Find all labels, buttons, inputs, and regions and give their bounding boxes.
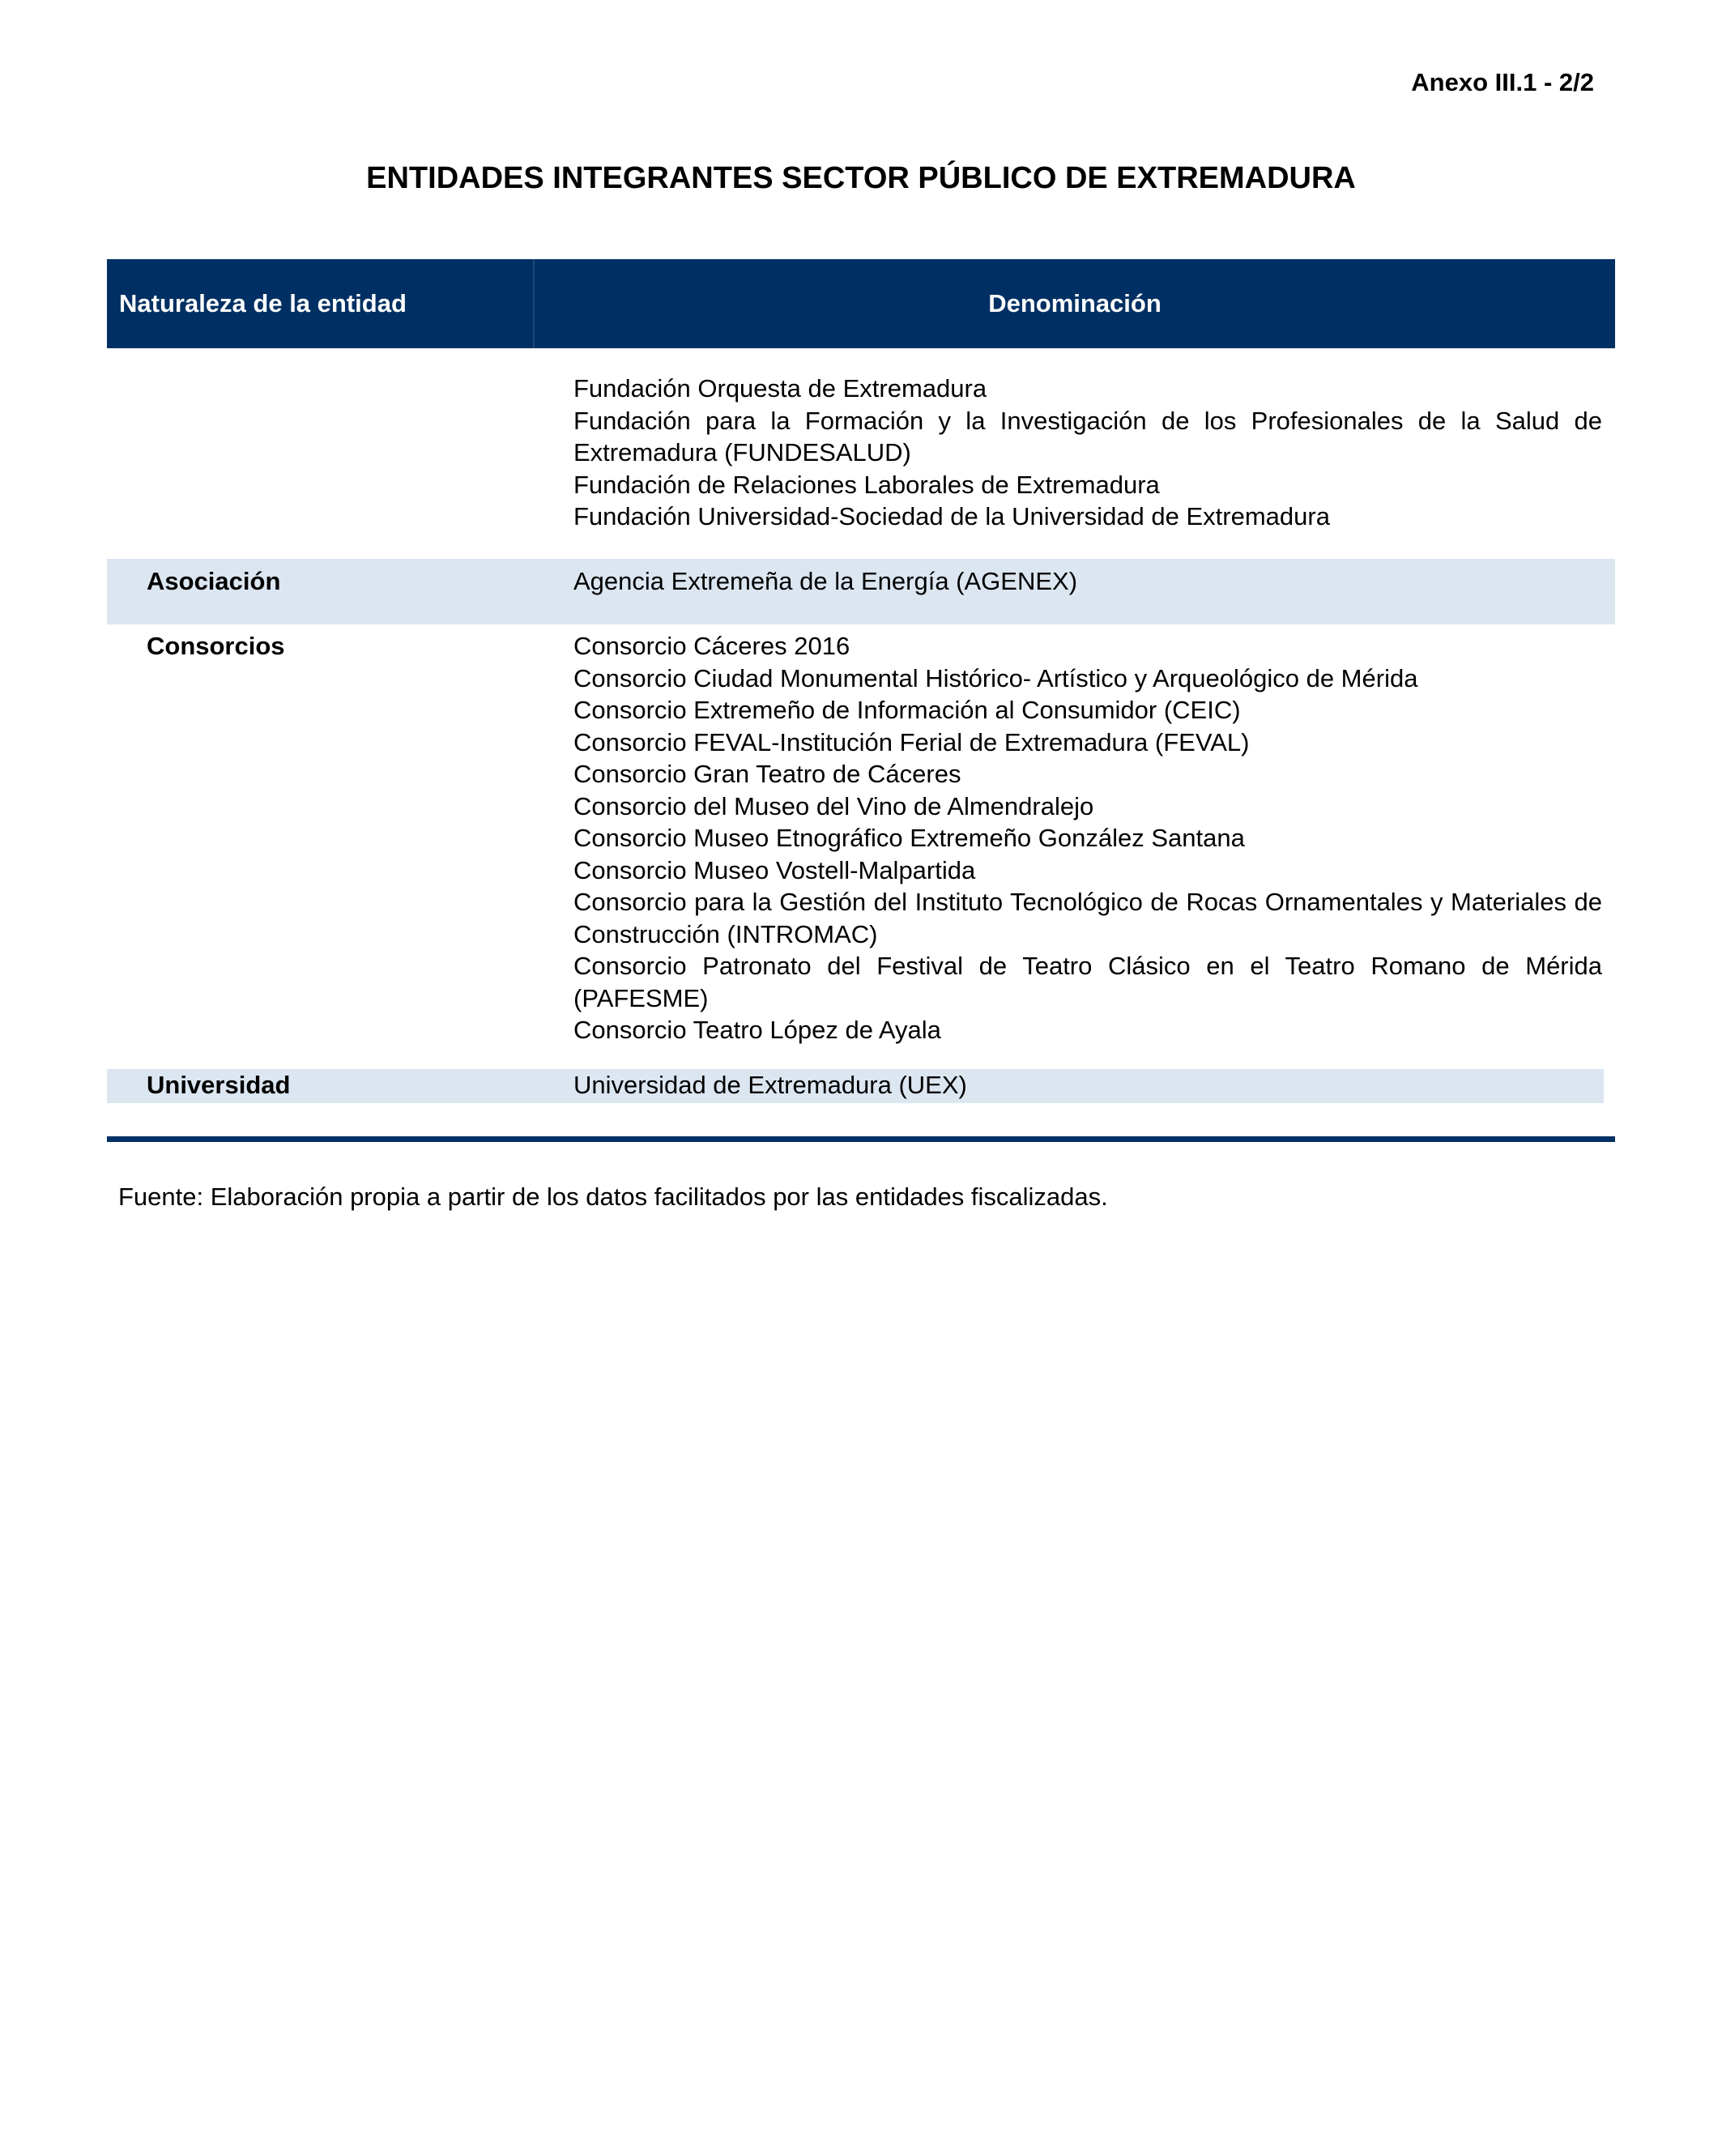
name-cell <box>535 630 1615 1046</box>
nature-cell: Consorcios <box>147 632 285 660</box>
entity-item: Consorcio Ciudad Monumental Histórico- Artístico y Arqueológico de Mérida <box>573 663 1418 692</box>
table-header <box>107 259 1615 348</box>
entity-item: Consorcio del Museo del Vino de Almendralejo <box>573 791 1094 820</box>
entity-item: Agencia Extremeña de la Energía (AGENEX) <box>573 566 1078 595</box>
table-row-universidad <box>107 1069 1604 1104</box>
entity-item: Fundación Universidad-Sociedad de la Universidad de Extremadura <box>573 502 1330 530</box>
nature-cell <box>107 373 535 533</box>
entity-item: Consorcio Cáceres 2016 <box>573 632 850 660</box>
entity-item: Consorcio para la Gestión del Instituto Tecnológico de Rocas Ornamentales y Materiales de Construcción (INTROMAC) <box>573 888 1602 948</box>
entity-item: Consorcio Teatro López de Ayala <box>573 1016 941 1044</box>
source-note: Fuente: Elaboración propia a partir de los datos facilitados por las entidades fiscalizadas. <box>118 1182 1108 1211</box>
annex-label: Anexo III.1 - 2/2 <box>1411 68 1594 96</box>
entities-table <box>107 259 1615 1142</box>
table-row-asociacion <box>107 559 1615 625</box>
name-cell <box>535 373 1615 533</box>
name-cell <box>535 1069 1604 1101</box>
name-cell <box>535 565 1615 598</box>
entity-item: Consorcio Museo Vostell-Malpartida <box>573 855 976 884</box>
entity-item: Consorcio Gran Teatro de Cáceres <box>573 760 961 788</box>
table-row-fundaciones <box>107 348 1615 559</box>
entity-item: Fundación de Relaciones Laborales de Extremadura <box>573 470 1160 499</box>
column-header-nature: Naturaleza de la entidad <box>107 259 535 348</box>
entity-item: Consorcio Patronato del Festival de Teatro Clásico en el Teatro Romano de Mérida (PAFESME) <box>573 952 1602 1012</box>
column-header-name: Denominación <box>988 289 1161 317</box>
entity-item: Consorcio Museo Etnográfico Extremeño González Santana <box>573 824 1245 852</box>
nature-cell: Asociación <box>147 566 281 595</box>
table-bottom-rule <box>107 1136 1615 1142</box>
entity-item: Fundación Orquesta de Extremadura <box>573 374 987 403</box>
page-title: ENTIDADES INTEGRANTES SECTOR PÚBLICO DE EXTREMADURA <box>366 161 1356 195</box>
entity-item: Universidad de Extremadura (UEX) <box>573 1070 967 1099</box>
entity-item: Consorcio Extremeño de Información al Consumidor (CEIC) <box>573 696 1241 724</box>
table-row-consorcios <box>107 624 1615 1069</box>
entity-item: Fundación para la Formación y la Investigación de los Profesionales de la Salud de Extremadura (FUNDESALUD) <box>573 406 1602 467</box>
entity-item: Consorcio FEVAL-Institución Ferial de Extremadura (FEVAL) <box>573 727 1250 756</box>
nature-cell: Universidad <box>147 1070 291 1099</box>
